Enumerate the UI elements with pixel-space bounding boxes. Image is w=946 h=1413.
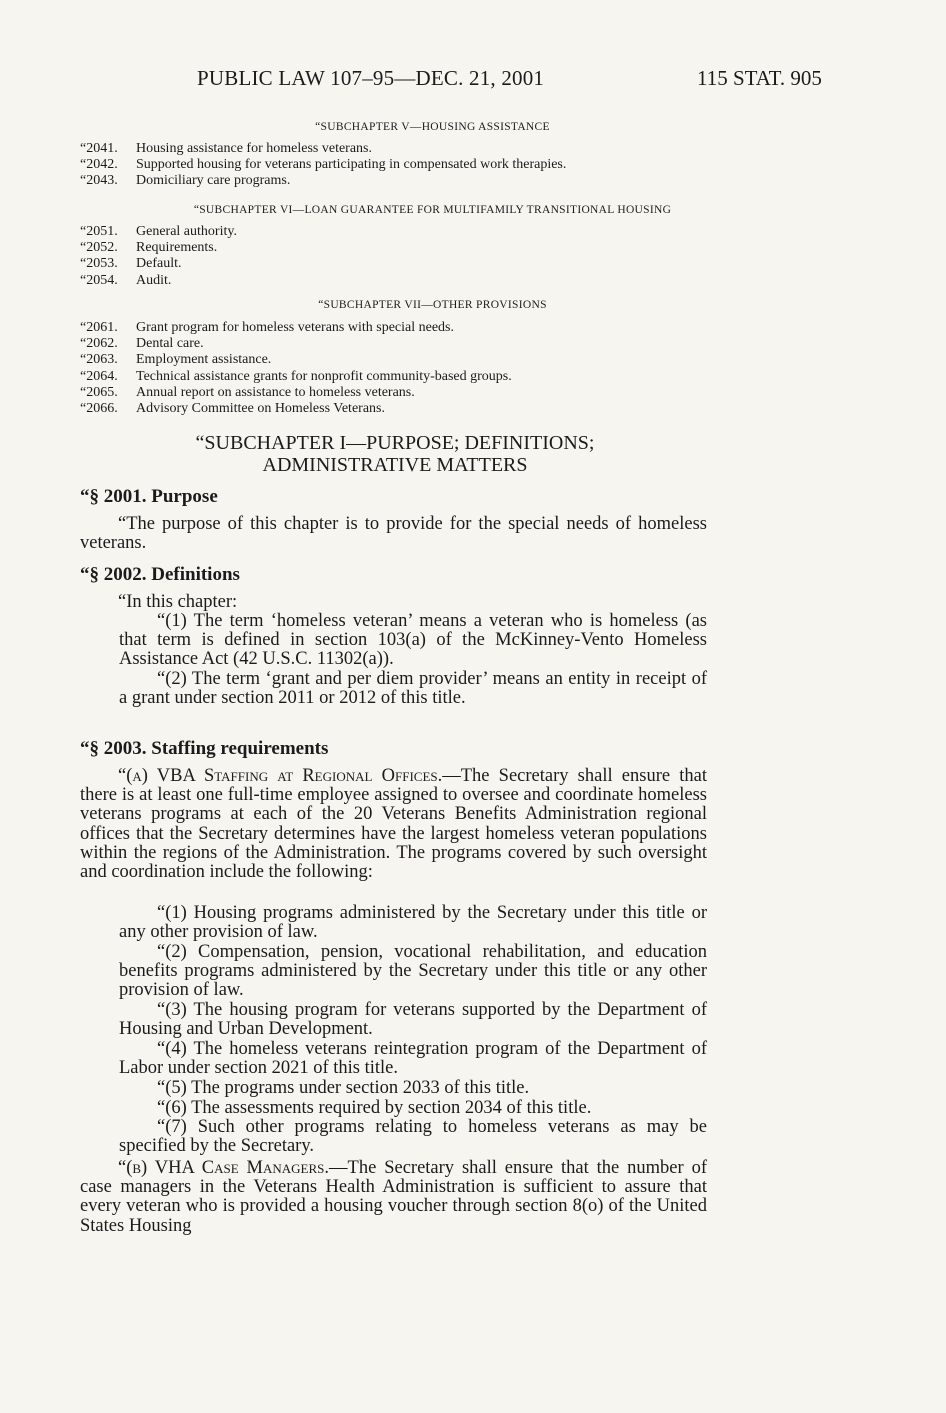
subchapter-i-heading-line1: “SUBCHAPTER I—PURPOSE; DEFINITIONS; — [195, 432, 595, 454]
toc-item-number: “2054. — [80, 272, 118, 288]
toc-item-text: Annual report on assistance to homeless veterans. — [136, 384, 415, 400]
toc-item-number: “2053. — [80, 256, 118, 272]
section-2001-heading: “§ 2001. Purpose — [80, 486, 218, 507]
section-2003-item-6: “(6) The assessments required by section 2034 of this title. — [157, 1098, 592, 1118]
subchapter-i-heading-line2: ADMINISTRATIVE MATTERS — [262, 454, 528, 476]
page-number: 115 STAT. 905 — [697, 66, 822, 90]
toc-subchapter-v-heading: “SUBCHAPTER V—HOUSING ASSISTANCE — [315, 121, 550, 133]
toc-item-number: “2041. — [80, 141, 118, 156]
toc-item-text: Technical assistance grants for nonprofit community-based groups. — [136, 368, 512, 384]
toc-item-text: Dental care. — [136, 336, 204, 352]
subsection-b-label: “(b) VHA Case Managers. — [118, 1158, 330, 1178]
toc-item — [80, 352, 760, 368]
section-2003-subsection-a — [80, 767, 707, 882]
section-2003-item-2: “(2) Compensation, pension, vocational rehabilitation, and education benefits programs administered by the Secretary under this title or any other provision of law. — [119, 942, 707, 1001]
toc-item-text: Supported housing for veterans participating in compensated work therapies. — [136, 157, 567, 173]
toc-item — [80, 336, 760, 352]
toc-item — [80, 256, 760, 272]
toc-item — [80, 240, 760, 256]
toc-item-number: “2064. — [80, 368, 118, 384]
toc-item-text: Housing assistance for homeless veterans. — [136, 141, 372, 156]
toc-item — [80, 369, 760, 385]
toc-item-text: Audit. — [136, 272, 172, 288]
toc-item-number: “2063. — [80, 352, 118, 368]
subsection-a-label: “(a) VBA Staffing at Regional Offices. — [118, 766, 443, 786]
toc-item — [80, 401, 760, 417]
toc-subchapter-vii-list — [80, 320, 760, 417]
section-2002-intro: “In this chapter: — [118, 592, 238, 612]
section-2003-item-7: “(7) Such other programs relating to homeless veterans as may be specified by the Secretary. — [119, 1117, 707, 1157]
subsection-b-text: —The Secretary shall ensure that the number of case managers in the Veterans Health Administration is sufficient to assure that every veteran who is provided a housing voucher through section 8(o) of the United States Housing — [80, 1158, 708, 1236]
running-head-title: PUBLIC LAW 107–95—DEC. 21, 2001 — [197, 66, 545, 90]
section-2002-paragraph-2: “(2) The term ‘grant and per diem provider’ means an entity in receipt of a grant under section 2011 or 2012 of this title. — [119, 669, 707, 709]
section-2003-item-4: “(4) The homeless veterans reintegration program of the Department of Labor under section 2021 of this title. — [119, 1039, 707, 1079]
toc-item-text: Employment assistance. — [136, 352, 272, 368]
section-2003-item-5: “(5) The programs under section 2033 of this title. — [157, 1078, 530, 1098]
toc-item — [80, 320, 760, 336]
toc-item — [80, 173, 760, 189]
subchapter-i-heading — [80, 432, 710, 476]
toc-item-number: “2062. — [80, 336, 118, 352]
toc-subchapter-vi-list — [80, 224, 760, 289]
toc-item-number: “2042. — [80, 157, 118, 173]
toc-item-number: “2052. — [80, 240, 118, 256]
toc-item — [80, 157, 760, 173]
section-2003-item-1: “(1) Housing programs administered by the Secretary under this title or any other provision of law. — [119, 903, 707, 943]
toc-item — [80, 385, 760, 401]
toc-item-number: “2051. — [80, 224, 118, 239]
toc-item-number: “2066. — [80, 401, 118, 417]
toc-item-number: “2065. — [80, 384, 118, 400]
toc-item — [80, 141, 760, 157]
toc-item-text: Advisory Committee on Homeless Veterans. — [136, 401, 385, 417]
toc-item-text: Domiciliary care programs. — [136, 173, 291, 189]
subsection-a-text: —The Secretary shall ensure that there is at least one full-time employee assigned to oversee and coordinate homeless veterans programs at each of the 20 Veterans Benefits Administration regional offices that the Secretary determines have the largest homeless veteran populations within the regions of the Administration. The programs covered by such oversight and coordination include the following: — [80, 766, 707, 883]
running-head — [0, 66, 946, 96]
toc-subchapter-vi-heading: “SUBCHAPTER VI—LOAN GUARANTEE FOR MULTIFAMILY TRANSITIONAL HOUSING — [193, 204, 672, 216]
toc-subchapter-vii-heading: “SUBCHAPTER VII—OTHER PROVISIONS — [318, 299, 547, 311]
toc-item-text: Default. — [136, 256, 182, 272]
toc-item-text: General authority. — [136, 224, 237, 239]
toc-item-text: Requirements. — [136, 240, 218, 256]
toc-item-text: Grant program for homeless veterans with special needs. — [136, 320, 455, 335]
section-2002-heading: “§ 2002. Definitions — [80, 564, 240, 585]
section-2002-paragraph-1: “(1) The term ‘homeless veteran’ means a veteran who is homeless (as that term is defined in section 103(a) of the McKinney-Vento Homeless Assistance Act (42 U.S.C. 11302(a)). — [119, 611, 707, 670]
section-2003-item-3: “(3) The housing program for veterans supported by the Department of Housing and Urban Development. — [119, 1000, 707, 1040]
toc-item-number: “2061. — [80, 320, 118, 335]
section-2003-subsection-b — [80, 1159, 707, 1236]
toc-item — [80, 224, 760, 240]
section-2001-text: “The purpose of this chapter is to provide for the special needs of homeless veterans. — [80, 514, 707, 554]
section-2003-heading: “§ 2003. Staffing requirements — [80, 738, 329, 759]
toc-item-number: “2043. — [80, 173, 118, 189]
toc-item — [80, 273, 760, 289]
toc-subchapter-v-list — [80, 141, 760, 190]
